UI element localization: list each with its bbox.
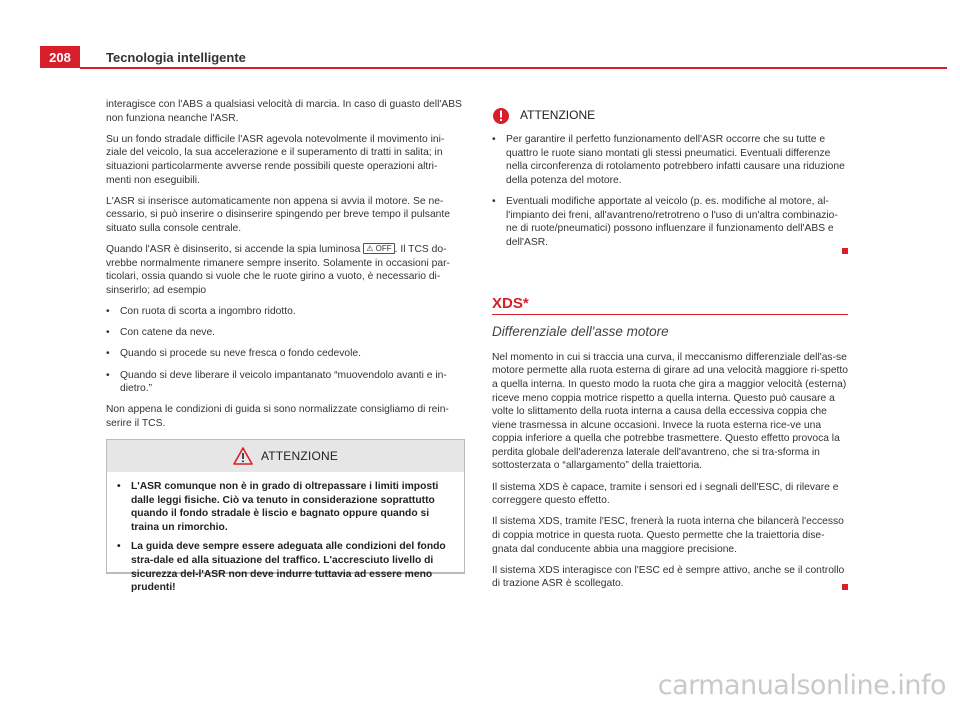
- warning-box: [106, 439, 465, 594]
- paragraph-asr-off-a: Quando l'ASR è disinserito, si accende la spia luminosa: [106, 244, 364, 256]
- list-item-text: La guida deve sempre essere adeguata alle condizioni del fondo stra-dale ed alla situazione del traffico. L'accresciuto livello di sicurezza del-l'ASR non deve indurre tuttavia ad essere meno prudenti!: [131, 541, 446, 594]
- header-divider: [80, 67, 947, 69]
- paragraph-asr-off-b: . Il TCS do-vrebbe normalmente rimanere sempre inserito. Solamente in occasioni par-ticolari, ossia quando si vuole che le ruote girino a vuoto, è necessario di-sinserirlo; ad esempio: [106, 244, 450, 296]
- list-item: [106, 347, 462, 361]
- paragraph-xds-2: Il sistema XDS è capace, tramite i sensori ed i segnali dell'ESC, di rilevare e correggere questo effetto.: [492, 481, 839, 507]
- list-item-text: Per garantire il perfetto funzionamento dell'ASR occorre che su tutte e quattro le ruote siano montati gli stessi pneumatici. Eventuali differenze nella circonferenza di rotolamento potrebbero infatti causare una riduzione della potenza del motore.: [506, 134, 845, 186]
- warning-lamp-off-icon: ⚠ OFF: [363, 243, 394, 254]
- list-item-text: L'ASR comunque non è in grado di oltrepassare i limiti imposti dalle leggi fisiche. Ciò va tenuto in considerazione soprattutto quando il fondo stradale è liscio e bagnato oppure quando si traina un rimorchio.: [131, 481, 439, 533]
- list-item-text: Con ruota di scorta a ingombro ridotto.: [120, 306, 296, 318]
- section-title: Tecnologia intelligente: [106, 50, 246, 65]
- attention-title: ATTENZIONE: [520, 108, 596, 123]
- section-end-icon: [842, 248, 848, 254]
- paragraph-xds-3: Il sistema XDS, tramite l'ESC, frenerà la ruota interna che bilancerà l'eccesso di coppia motrice in questa ruota. Questo permette che la traiettoria dise-gnata dal conducente abbia una maggiore precisione.: [492, 516, 844, 555]
- bullet-icon: •: [117, 481, 121, 492]
- bullet-icon: •: [492, 195, 496, 207]
- paragraph-abs: interagisce con l'ABS a qualsiasi velocità di marcia. In caso di guasto dell'ABS non funziona neanche l'ASR.: [106, 99, 462, 124]
- list-item: [106, 369, 462, 396]
- list-item: [106, 305, 462, 319]
- xds-heading: XDS*: [492, 294, 529, 312]
- attention-circle-icon: [492, 107, 510, 125]
- paragraph-asr-off: [106, 243, 462, 297]
- paragraph-xds-4: Il sistema XDS interagisce con l'ESC ed è sempre attivo, anche se il controllo di trazione ASR è scollegato.: [492, 564, 845, 590]
- list-item: [106, 326, 462, 340]
- bullet-icon: •: [106, 369, 110, 381]
- list-item-text: Con catene da neve.: [120, 327, 216, 339]
- paragraph-reinsert: Non appena le condizioni di guida si sono normalizzate consigliamo di rein-serire il TCS.: [106, 404, 449, 430]
- paragraph-asr-start: Su un fondo stradale difficile l'ASR agevola notevolmente il movimento ini-ziale del veicolo, la sua accelerazione e il superamento di tratti in salita; in situazioni particolarmente avverse rende possibili queste operazioni altri-menti non eseguibili.: [106, 133, 445, 186]
- attention-header: [492, 107, 848, 125]
- bullet-icon: •: [106, 327, 110, 339]
- watermark: carmanualsonline.info: [657, 670, 946, 701]
- warning-header: [107, 440, 464, 472]
- bullet-icon: •: [106, 306, 110, 318]
- warning-triangle-icon: [233, 447, 253, 465]
- list-item-text: Quando si deve liberare il veicolo impantanato “muovendolo avanti e in-dietro.”: [120, 369, 447, 395]
- list-item: [492, 195, 848, 249]
- list-item: [117, 540, 454, 594]
- list-item: [492, 133, 848, 187]
- warning-title: ATTENZIONE: [260, 449, 339, 463]
- xds-divider: [492, 314, 848, 315]
- xds-subheading: Differenziale dell'asse motore: [492, 324, 669, 340]
- paragraph-xds-1: Nel momento in cui si traccia una curva, il meccanismo differenziale dell'as-se motore permette alla ruota esterna di girare ad una velocità maggiore ri-spetto a quella interna. In questo modo la ruota che gira a maggior velocità (esterna) riceve meno coppia motrice rispetto a quella interna. Questo può causare a volte lo slittamento della ruota interna a causa della eccessiva coppia che viene trasmessa in alcune occasioni. Invece la ruota esterna rice-ve una coppia inferiore a quella che potrebbe trasmettere. Questo effetto provoca la perdita globale dell'aderenza laterale dell'avantreno, che si tra-sforma in sottosterzata o “allargamento” della traiettoria.: [492, 351, 849, 472]
- bullet-icon: •: [492, 134, 496, 145]
- bullet-icon: •: [106, 348, 110, 360]
- right-column: [492, 107, 848, 594]
- page-number: 208: [40, 46, 80, 68]
- left-column: [106, 98, 462, 438]
- section-end-icon: [842, 584, 848, 590]
- list-item-text: Eventuali modifiche apportate al veicolo (p. es. modifiche al motore, al-l'impianto dei freni, all'avantreno/retrotreno o l'uso di un'altra combinazio-ne di ruote/pneumatici) possono influenzare il funzionamento dell'ABS e dell'ASR.: [506, 195, 838, 248]
- bullet-icon: •: [117, 541, 121, 553]
- paragraph-asr-auto: L'ASR si inserisce automaticamente non appena si avvia il motore. Se ne-cessario, si può inserire o disinserire spingendo per breve tempo il pulsante situato sulla console centrale.: [106, 195, 450, 234]
- list-item: [117, 480, 454, 534]
- list-item-text: Quando si procede su neve fresca o fondo cedevole.: [120, 348, 361, 360]
